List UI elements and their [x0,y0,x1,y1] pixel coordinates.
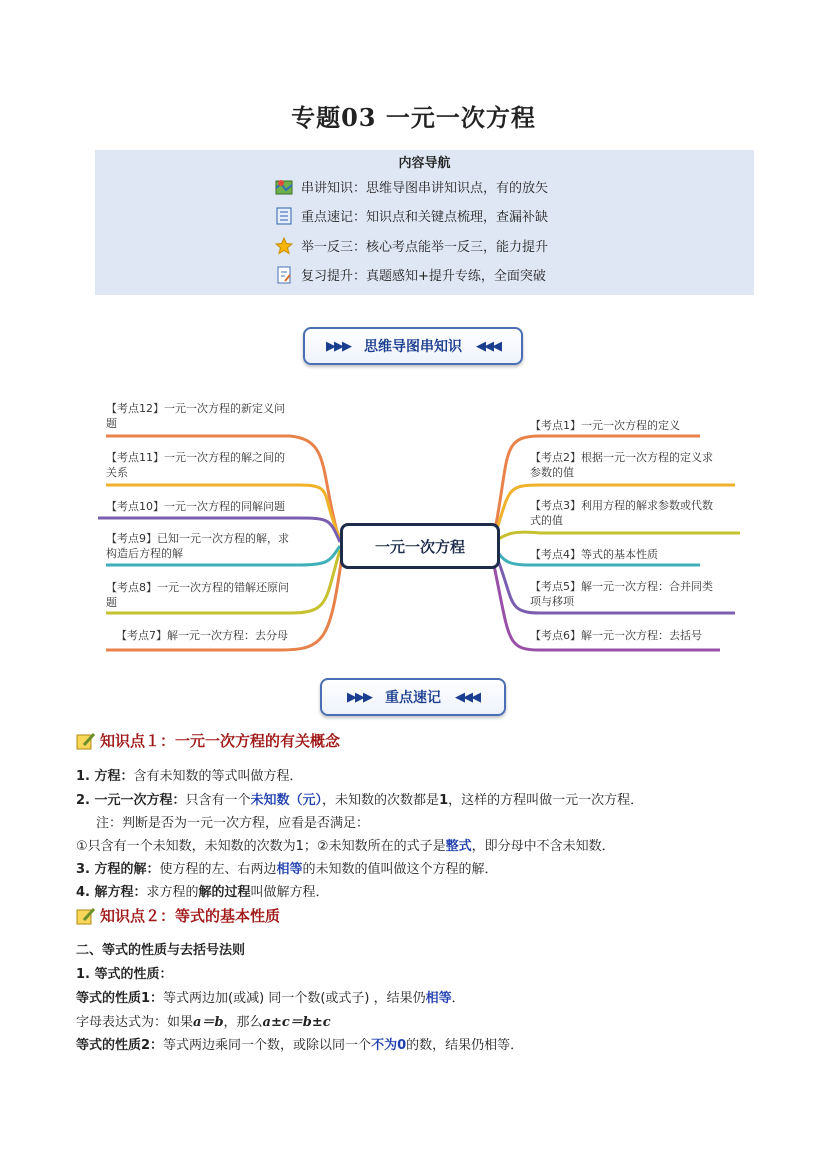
mindmap-node-left [106,580,289,610]
number: 1 [439,793,449,808]
kp1-line-2 [76,789,643,808]
highlight: 相等 [276,862,303,877]
node-line: 【考点10】一元一次方程的同解问题 [106,500,285,513]
banner-label: 思维导图串知识 [364,339,462,355]
text: ． [451,991,465,1006]
nav-row-label: 举一反三：核心考点能举一反三，能力提升 [301,240,549,255]
kp1-line-3 [76,835,615,854]
term-label: 2. 一元一次方程： [76,793,186,808]
text: 只含有一个 [185,793,251,808]
node-line: 【考点2】根据一元一次方程的定义求 [530,451,713,464]
nav-row-label: 串讲知识：思维导图串讲知识点，有的放矢 [301,181,549,196]
node-line: 【考点8】一元一次方程的错解还原问 [106,581,289,594]
mindmap-node-left [106,450,285,480]
node-line: 项与移项 [530,595,574,608]
text: 的数，结果仍相等． [406,1038,524,1053]
notepad-pencil-icon [76,907,96,925]
node-line: 【考点6】解一元一次方程：去括号 [530,629,702,642]
kp2-property-2 [76,1034,523,1053]
nav-heading: 内容导航 [398,156,451,171]
highlight: 不为0 [371,1038,407,1053]
node-line: 【考点5】解一元一次方程：合并同类 [530,580,713,593]
kp-heading-text: 知识点１：一元一次方程的有关概念 [100,732,341,750]
mindmap-node-right [530,498,713,528]
kp2-section-1: 1. 等式的性质： [76,967,173,982]
formula: a±c＝b±c [262,1015,331,1030]
knowledge-point-2-heading [76,905,280,926]
node-line: 【考点1】一元一次方程的定义 [530,419,680,432]
text: 含有未知数的等式叫做方程． [133,769,303,784]
node-line: 【考点12】一元一次方程的新定义问 [106,402,285,415]
node-line: 【考点11】一元一次方程的解之间的 [106,451,285,464]
term-label: 4. 解方程： [76,885,147,900]
formula: a＝b [193,1015,224,1030]
nav-row-label: 复习提升：真题感知+提升专练，全面突破 [301,269,546,284]
notepad-pencil-icon [76,732,96,750]
branch-line [494,532,740,542]
kp-heading-text: 知识点２：等式的基本性质 [100,907,281,925]
kp1-note: 注：判断是否为一元一次方程，应看是否满足： [96,816,370,831]
text: 的未知数的值叫做这个方程的解． [302,862,498,877]
text: ，这样的方程叫做一元一次方程． [448,793,644,808]
knowledge-point-1-heading [76,730,340,751]
node-line: 式的值 [530,514,563,527]
highlight: 相等 [425,991,452,1006]
mindmap-node-right [530,450,713,480]
node-line: 【考点4】等式的基本性质 [530,548,658,561]
node-line: 参数的值 [530,466,574,479]
text: ，未知数的次数都是 [322,793,440,808]
nav-row-label: 重点速记：知识点和关键点梳理，查漏补缺 [301,210,549,225]
highlight: 解的过程 [198,885,251,900]
text: 求方程的 [146,885,199,900]
banner-label: 重点速记 [385,690,441,706]
text: ，即分母中不含未知数． [471,839,615,854]
text: 等式两边加(或减) 同一个数(或式子) ，结果仍 [163,991,426,1006]
mindmap-node-left [106,401,285,431]
mindmap-node-right [530,418,680,433]
left-arrows-icon: ◀◀◀ [476,338,500,354]
mindmap-node-left [116,628,288,643]
node-line: 题 [106,596,117,609]
node-line: 关系 [106,466,128,479]
kp2-formula [76,1011,331,1030]
mindmap-node-right [530,579,713,609]
node-line: 【考点7】解一元一次方程：去分母 [116,629,288,642]
kp2-property-1 [76,987,465,1006]
node-line: 构造后方程的解 [106,547,183,560]
section-banner-keypoints [320,678,506,716]
node-line: 题 [106,417,117,430]
term-label: 3. 方程的解： [76,862,160,877]
text: ，那么 [223,1015,263,1030]
node-line: 【考点9】已知一元一次方程的解，求 [106,532,289,545]
term-label: 1. 方程： [76,769,134,784]
highlight: 整式 [445,839,472,854]
text: 叫做解方程． [250,885,329,900]
term-label: 等式的性质1： [76,991,164,1006]
kp2-subheading: 二、等式的性质与去括号法则 [76,943,246,958]
text: 字母表达式为：如果 [76,1015,194,1030]
mindmap-node-left [106,531,289,561]
text: 使方程的左、右两边 [159,862,277,877]
highlight: 未知数（元） [250,793,323,808]
left-arrows-icon: ◀◀◀ [455,689,479,705]
mindmap-node-right [530,547,658,562]
mindmap-node-right [530,628,702,643]
page-title: 专题03 一元一次方程 [291,103,536,132]
text: 等式两边乘同一个数，或除以同一个 [163,1038,372,1053]
kp1-line-1 [76,765,303,784]
right-arrows-icon: ▶▶▶ [326,338,350,354]
node-line: 【考点3】利用方程的解求参数或代数 [530,499,713,512]
mindmap-node-left [106,499,285,514]
kp1-line-5 [76,881,329,900]
term-label: 等式的性质2： [76,1038,164,1053]
right-arrows-icon: ▶▶▶ [347,689,371,705]
kp1-line-4 [76,858,498,877]
text: ①只含有一个未知数，未知数的次数为1；②未知数所在的式子是 [76,839,446,854]
mindmap-center-node: 一元一次方程 [340,523,500,569]
